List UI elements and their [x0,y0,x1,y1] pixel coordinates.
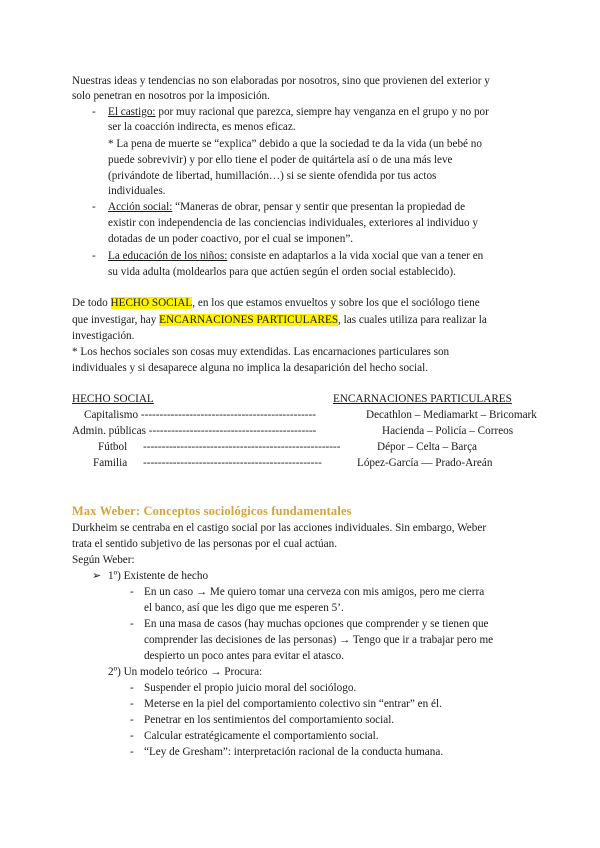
weber-sub1-line-2: el banco, así que les digo que me esperen 5’. [144,602,344,614]
table-row-dashes: ----------------------------------------------------- [143,441,341,453]
weber-item-1: 1º) Existente de hecho [108,570,209,582]
hecho-note-1: * Los hechos sociales son cosas muy extendidas. Las encarnaciones particulares son [72,346,450,358]
bullet-dash: - [92,106,96,118]
castigo-label: El castigo: [108,106,156,118]
arrow-bullet-icon: ➢ [92,570,102,582]
accion-line-2: existir con independencia de las conciencias individuales, exteriores al individuo y [108,217,479,229]
educacion-line-1: La educación de los niños: consiste en adaptarlos a la vida xocial que van a tener en [108,250,484,262]
table-row-left: Admin. públicas --------------------------------------------- [72,425,317,437]
list-item: Penetrar en los sentimientos del comportamiento social. [144,714,395,726]
accion-line-3: dotadas de un poder coactivo, por el cual se imponen”. [108,233,354,245]
bullet-dash: - [130,714,134,726]
educacion-line-2: su vida adulta (moldearlos para que actúen según el orden social establecido). [108,266,456,278]
hecho-line-2: que investigar, hay ENCARNACIONES PARTICULARES, las cuales utiliza para realizar la [72,314,487,326]
accion-line-1: Acción social: “Maneras de obrar, pensar y sentir que presentan la propiedad de [108,201,466,213]
castigo-note-4: individuales. [108,185,166,197]
weber-sub2-line-3: despierto un poco antes para evitar el atasco. [144,650,345,662]
intro-line-2: solo penetran en nosotros por la imposición. [72,90,270,102]
bullet-dash: - [130,746,134,758]
highlight-hecho-social: HECHO SOCIAL [110,297,193,309]
highlight-encarnaciones: ENCARNACIONES PARTICULARES [159,314,339,326]
table-row-left: Familia [93,457,128,469]
bullet-dash: - [130,586,134,598]
accion-label: Acción social: [108,201,173,213]
bullet-dash: - [130,682,134,694]
table-row-right: Dépor – Celta – Barça [377,441,478,453]
list-item: Calcular estratégicamente el comportamiento social. [144,730,379,742]
weber-sub1-line-1: En un caso → Me quiero tomar una cerveza con mis amigos, pero me cierra [144,586,485,598]
bullet-dash: - [130,618,134,630]
bullet-dash: - [130,698,134,710]
educacion-label: La educación de los niños: [108,250,228,262]
table-row-left: Capitalismo ----------------------------------------------- [84,409,316,421]
weber-item-2: 2º) Un modelo teórico → Procura: [108,666,263,678]
table-header-right: ENCARNACIONES PARTICULARES [333,393,512,405]
section-heading: Max Weber: Conceptos sociológicos fundamentales [72,504,352,518]
hecho-line-1: De todo HECHO SOCIAL, en los que estamos envueltos y sobre los que el sociólogo tiene [72,297,480,309]
table-row-left: Fútbol [98,441,128,453]
hecho-note-2: individuales y si desaparece alguna no implica la desaparición del hecho social. [72,362,429,374]
list-item: “Ley de Gresham”: interpretación racional de la conducta humana. [144,746,444,758]
table-row-right: Hacienda – Policía – Correos [382,425,514,437]
castigo-note-2: puede sobrevivir) y por ello tiene el poder de quitártela así o de una más leve [108,154,453,166]
weber-line-2: trata el sentido subjetivo de las personas por el cual actúan. [72,538,337,550]
table-row-dashes: ------------------------------------------------ [143,457,322,469]
bullet-dash: - [92,250,96,262]
intro-line-1: Nuestras ideas y tendencias no son elaboradas por nosotros, sino que provienen del exterior y [72,75,490,87]
table-row-right: López-García — Prado-Areán [357,457,493,469]
table-row-right: Decathlon – Mediamarkt – Bricomark [366,409,537,421]
castigo-note-3: (privándote de libertad, humillación…) si se siente ofendida por tus actos [108,170,437,182]
list-item: Meterse en la piel del comportamiento colectivo sin “entrar” en él. [144,698,442,710]
list-item: Suspender el propio juicio moral del sociólogo. [144,682,357,694]
hecho-line-3: investigación. [72,330,135,342]
table-header-left: HECHO SOCIAL [72,393,154,405]
weber-sub2-line-1: En una masa de casos (hay muchas opciones que comprender y se tienen que [144,618,489,630]
bullet-dash: - [92,201,96,213]
castigo-line-1: El castigo: por muy racional que parezca, siempre hay venganza en el grupo y no por [108,106,489,118]
weber-sub2-line-2: comprender las decisiones de las personas) → Tengo que ir a trabajar pero me [144,634,494,646]
castigo-line-2: ser la coacción indirecta, es menos eficaz. [108,121,296,133]
weber-line-1: Durkheim se centraba en el castigo social por las acciones individuales. Sin embargo, Weber [72,522,487,534]
bullet-dash: - [130,730,134,742]
castigo-note-1: * La pena de muerte se “explica” debido a que la sociedad te da la vida (un bebé no [108,138,482,150]
weber-line-3: Según Weber: [72,554,135,566]
